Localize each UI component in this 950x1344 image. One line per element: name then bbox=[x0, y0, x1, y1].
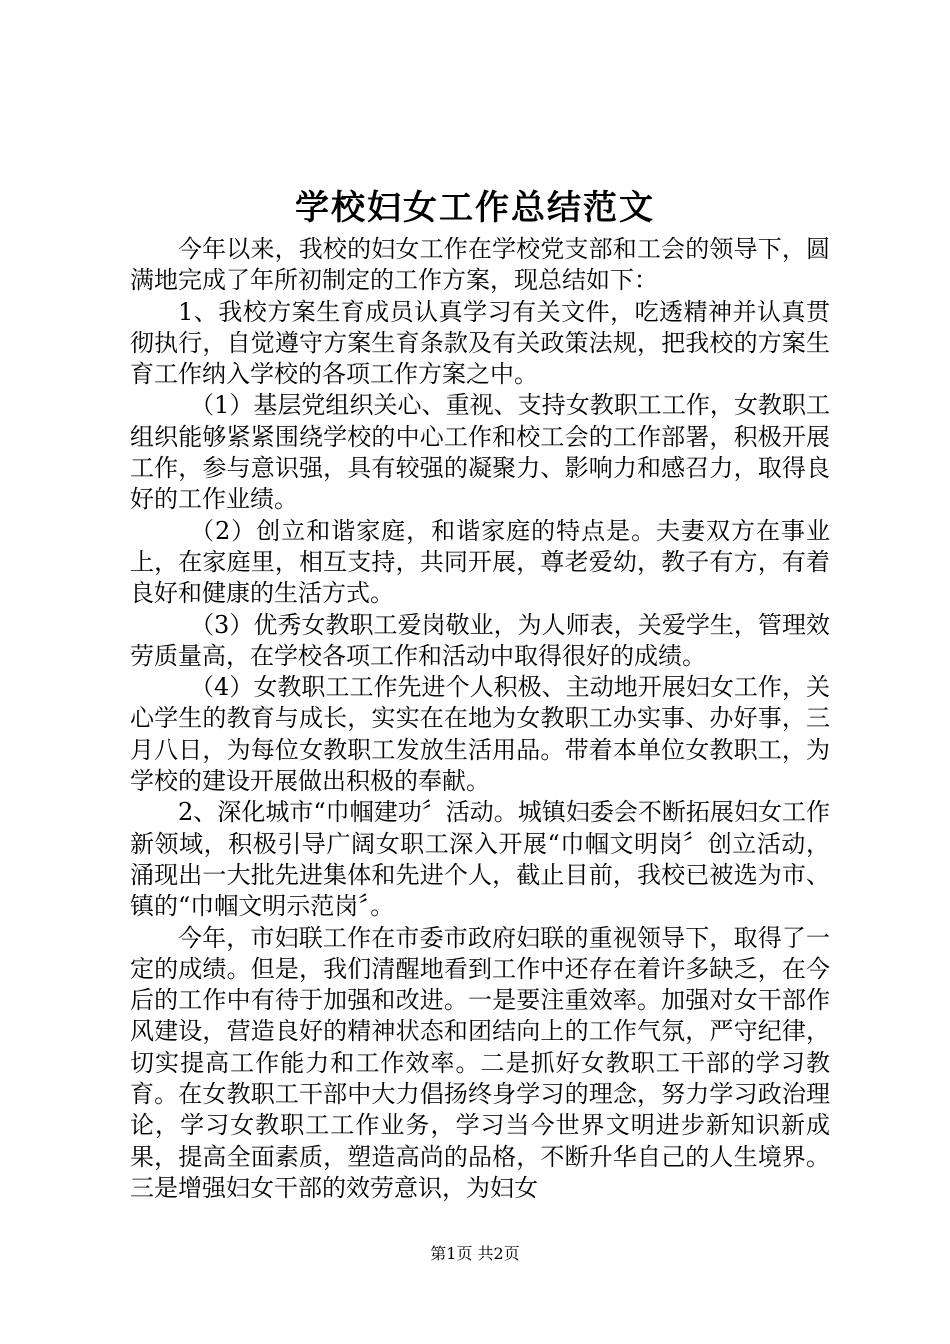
paragraph-item-2: 2、深化城市“巾帼建功〞活动。城镇妇委会不断拓展妇女工作新领域，积极引导广阔女职工深入开展“巾帼文明岗〞创立活动，涌现出一大批先进集体和先进个人，截止目前，我校已被选为市、镇的“巾帼文明示范岗〞。 bbox=[130, 798, 830, 921]
document-body bbox=[130, 234, 830, 1204]
page-number-footer: 第1页 共2页 bbox=[430, 1244, 520, 1263]
document-title: 学校妇女工作总结范文 bbox=[295, 188, 655, 228]
paragraph-item-1: 1、我校方案生育成员认真学习有关文件，吃透精神并认真贯彻执行，自觉遵守方案生育条款及有关政策法规，把我校的方案生育工作纳入学校的各项工作方案之中。 bbox=[130, 297, 830, 389]
paragraph-subitem-4: （4）女教职工工作先进个人积极、主动地开展妇女工作，关心学生的教育与成长，实实在在地为女教职工办实事、办好事，三月八日，为每位女教职工发放生活用品。带着本单位女教职工，为学校的建设开展做出积极的奉献。 bbox=[130, 673, 830, 796]
paragraph-subitem-3: （3）优秀女教职工爱岗敬业，为人师表，关爱学生，管理效劳质量高，在学校各项工作和活动中取得很好的成绩。 bbox=[130, 610, 830, 670]
paragraph-conclusion: 今年，市妇联工作在市委市政府妇联的重视领导下，取得了一定的成绩。但是，我们清醒地看到工作中还存在着许多缺乏，在今后的工作中有待于加强和改进。一是要注重效率。加强对女干部作风建设，营造良好的精神状态和团结向上的工作气氛，严守纪律，切实提高工作能力和工作效率。二是抓好女教职工干部的学习教育。在女教职工干部中大力倡扬终身学习的理念，努力学习政治理论，学习女教职工工作业务，学习当今世界文明进步新知识新成果，提高全面素质，塑造高尚的品格，不断升华自己的人生境界。三是增强妇女干部的效劳意识，为妇女 bbox=[130, 923, 830, 1202]
paragraph-intro: 今年以来，我校的妇女工作在学校党支部和工会的领导下，圆满地完成了年所初制定的工作方案，现总结如下： bbox=[130, 235, 830, 295]
paragraph-subitem-1: （1）基层党组织关心、重视、支持女教职工工作，女教职工组织能够紧紧围绕学校的中心工作和校工会的工作部署，积极开展工作，参与意识强，具有较强的凝聚力、影响力和感召力，取得良好的工作业绩。 bbox=[130, 391, 830, 514]
paragraph-subitem-2: （2）创立和谐家庭，和谐家庭的特点是。夫妻双方在事业上，在家庭里，相互支持，共同开展，尊老爱幼，教子有方，有着良好和健康的生活方式。 bbox=[130, 516, 830, 608]
